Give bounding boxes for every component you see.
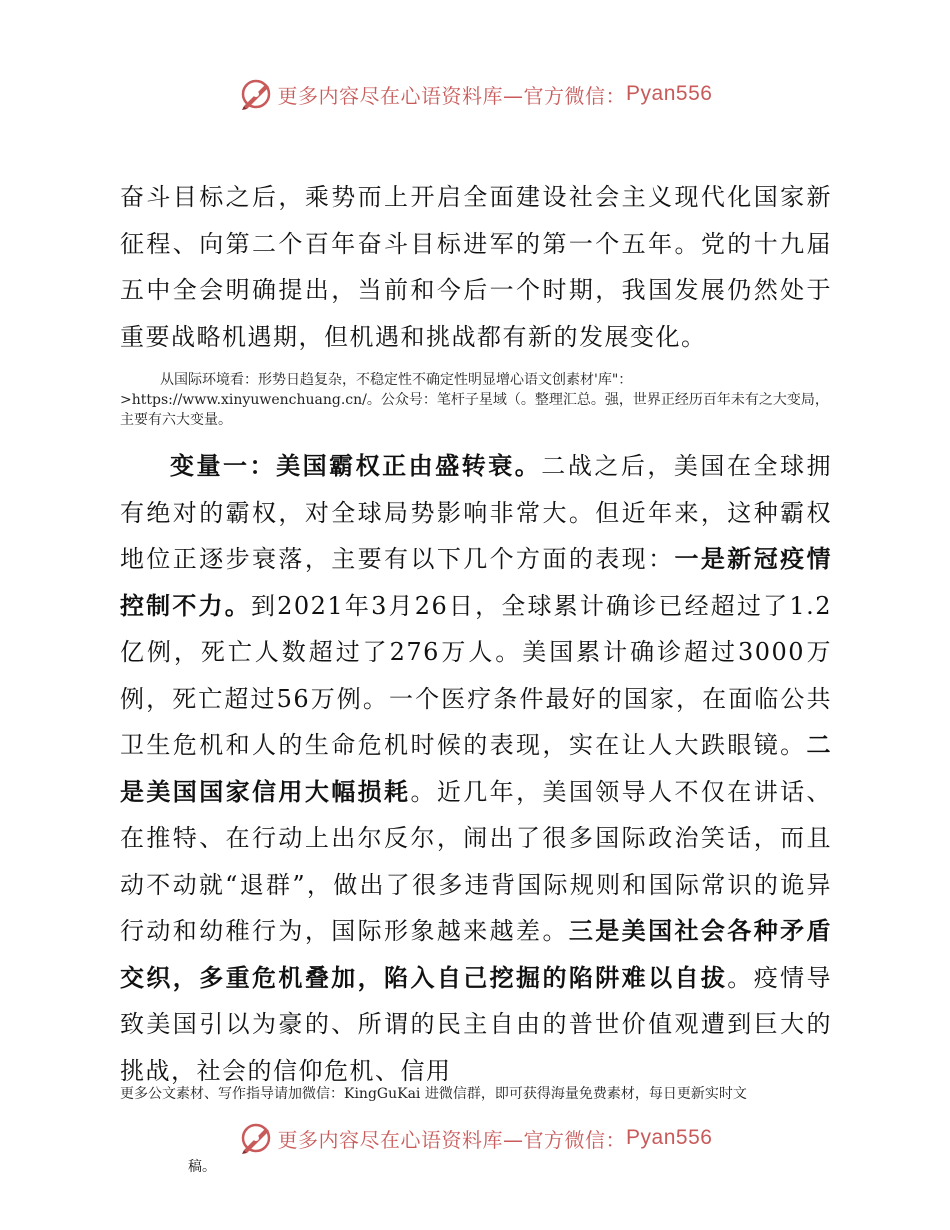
watermark-footer bbox=[0, 1118, 950, 1158]
paragraph-3-text-1: 二战之后，美国在全球拥有绝对的霸权，对全球局势影响非常大。但近年来，这种霸权地位正逐步衰落，主要有以下几个方面的表现： bbox=[120, 452, 833, 573]
point-one-bold: 一是新冠疫情控制不力。 bbox=[120, 544, 833, 620]
point-three-bold: 三是美国社会各种矛盾交织，多重危机叠加，陷入自己挖掘的陷阱难以自拔 bbox=[120, 916, 833, 992]
paragraph-3-text-2: 到2021年3月26日，全球累计确诊已经超过了1.2亿例，死亡人数超过了276万人。美国累计确诊超过3000万例，死亡超过56万例。一个医疗条件最好的国家，在面临公共卫生危机和人的生命危机时候的表现，实在让人大跌眼镜。 bbox=[120, 591, 833, 759]
paragraph-3 bbox=[120, 443, 832, 1094]
paragraph-3-text-4: 。疫情导致美国引以为豪的、所谓的民主自由的普世价值观遭到巨大的挑战，社会的信仰危机、信用 bbox=[120, 963, 833, 1085]
pen-logo-icon bbox=[238, 1120, 274, 1156]
footer-note: 更多公文素材、写作指导请加微信：KingGuKai 进微信群，即可获得海量免费素材，每日更新实时文 bbox=[120, 1086, 747, 1102]
watermark-wechat-id: Pyan556 bbox=[626, 82, 713, 105]
watermark-text: 更多内容尽在心语资料库—官方微信： bbox=[277, 1127, 627, 1152]
paragraph-1: 奋斗目标之后，乘势而上开启全面建设社会主义现代化国家新征程、向第二个百年奋斗目标进军的第一个五年。党的十九届五中全会明确提出，当前和今后一个时期，我国发展仍然处于重要战略机遇期，但机遇和挑战都有新的发展变化。 bbox=[120, 183, 832, 351]
heading-variable-one: 变量一：美国霸权正由盛转衰。 bbox=[170, 451, 542, 480]
paragraph-2-source-note: 从国际环境看：形势日趋复杂，不稳定性不确定性明显增心语文创素材'库"：>https://www.xinyuwenchuang.cn/。公众号：笔杆子星域（。整理汇总。强，世界正经历百年未有之大变局，主要有六大变量。 bbox=[120, 372, 829, 428]
pen-logo-icon bbox=[238, 76, 274, 112]
point-two-bold: 二是美国国家信用大幅损耗 bbox=[120, 730, 832, 806]
footer-note-tail: 稿。 bbox=[188, 1159, 216, 1175]
paragraph-3-text-3: 。近几年，美国领导人不仅在讲话、在推特、在行动上出尔反尔，闹出了很多国际政治笑话，而且动不动就“退群”，做出了很多违背国际规则和国际常识的诡异行动和幼稚行为，国际形象越来越差。 bbox=[120, 777, 833, 945]
watermark-wechat-id: Pyan556 bbox=[626, 1126, 713, 1149]
watermark-text: 更多内容尽在心语资料库—官方微信： bbox=[277, 83, 627, 108]
watermark-header bbox=[0, 74, 950, 114]
